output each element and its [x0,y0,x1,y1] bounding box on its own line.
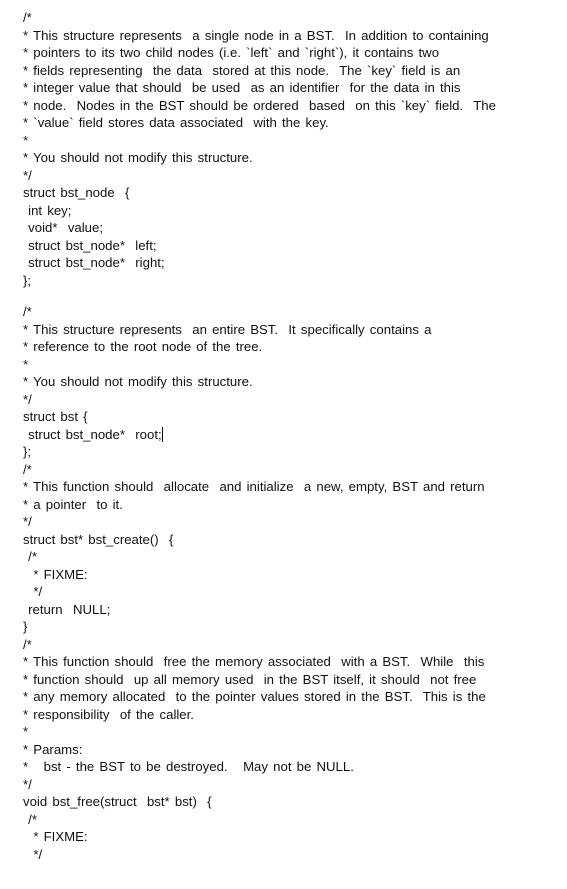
code-line: * [23,132,29,148]
code-line: */ [23,776,32,792]
code-line: struct bst* bst_create() { [23,531,174,547]
code-line: * You should not modify this structure. [23,150,253,165]
code-line: * This structure represents a single node in a BST. In addition to containing [23,27,489,43]
code-line: struct bst_node { [23,185,130,200]
blank-line [23,289,567,303]
code-line: * fields representing the data stored at this node. The `key` field is an [23,62,461,78]
code-line: struct bst { [23,409,88,424]
code-line: void* value; [23,220,104,235]
code-line: */ [23,514,32,529]
code-line: * [23,724,29,739]
code-line: * reference to the root node of the tree. [23,339,263,354]
code-line: * pointers to its two child nodes (i.e. `left` and `right`), it contains two [23,45,440,60]
code-line: /* [23,549,37,564]
code-line: */ [23,167,32,183]
code-line: * Params: [23,741,83,757]
code-line: struct bst_node* right; [23,255,165,270]
code-line: */ [23,846,43,862]
code-line-with-cursor [23,426,567,444]
code-line: */ [23,584,43,599]
code-line: * function should up all memory used in the BST itself, it should not free [23,671,477,687]
code-line: /* [23,461,32,477]
code-line: void bst_free(struct bst* bst) { [23,794,212,809]
code-line: * `value` field stores data associated with the key. [23,115,329,130]
code-line: return NULL; [23,601,111,617]
code-line: * a pointer to it. [23,496,123,512]
code-editor[interactable] [23,9,567,863]
code-line: * This structure represents an entire BST. It specifically contains a [23,321,432,337]
code-line: * bst - the BST to be destroyed. May not be NULL. [23,759,354,774]
code-line: * [23,356,29,372]
code-line: }; [23,272,32,288]
code-line: /* [23,811,37,827]
code-line: * node. Nodes in the BST should be ordered based on this `key` field. The [23,97,496,113]
code-line: * FIXME: [23,829,88,844]
code-line: * responsibility of the caller. [23,706,194,722]
code-line: * You should not modify this structure. [23,374,253,389]
code-line: /* [23,10,32,25]
code-line: } [23,619,28,634]
code-line: * any memory allocated to the pointer values stored in the BST. This is the [23,689,486,704]
code-line-text: struct bst_node* root; [23,426,162,442]
code-line: * integer value that should be used as an identifier for the data in this [23,80,461,95]
code-line: * This function should free the memory associated with a BST. While this [23,654,485,669]
code-line: /* [23,304,32,319]
code-line: * FIXME: [23,566,88,582]
code-line: }; [23,444,32,459]
text-cursor [162,427,163,442]
code-line: struct bst_node* left; [23,237,157,253]
code-line: */ [23,391,32,407]
code-line: /* [23,636,32,652]
code-line: int key; [23,202,72,218]
code-line: * This function should allocate and initialize a new, empty, BST and return [23,479,485,494]
